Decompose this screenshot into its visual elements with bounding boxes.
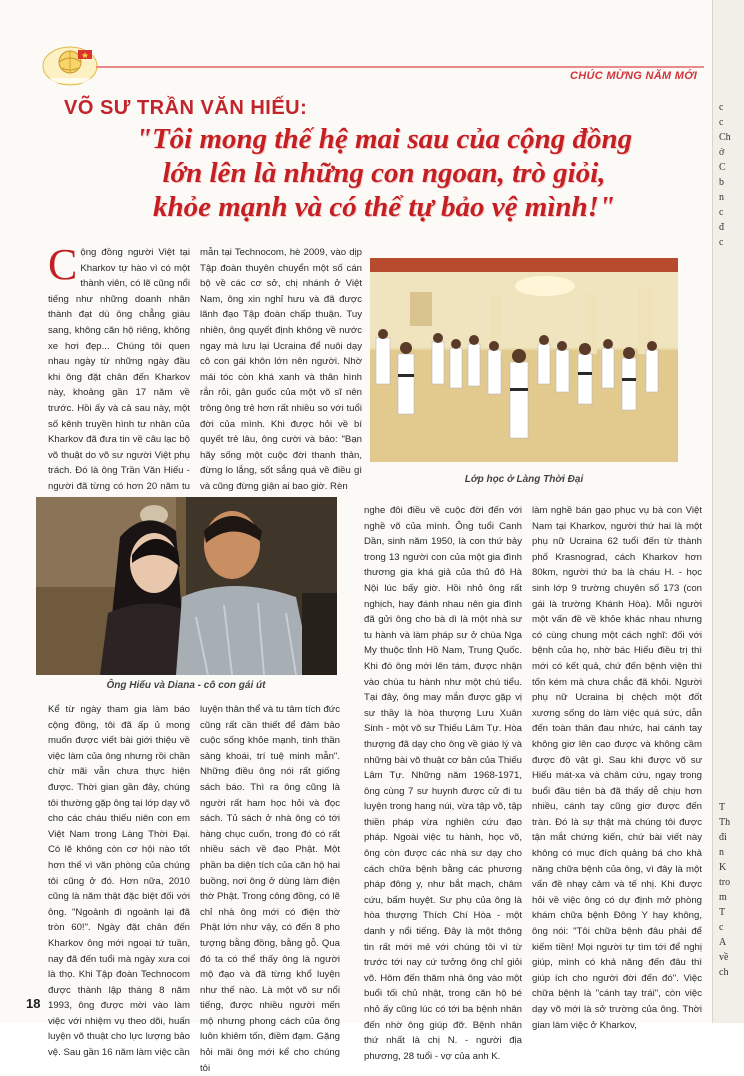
edge-line: đ	[719, 222, 724, 233]
article-column-3: nghe đôi điều về cuộc đời đến với nghề võ của mình. Ông tuổi Canh Dần, sinh năm 1950, là con thứ bảy trong 13 người con của một gia đình thương gia khá giả của thủ đô Hà Nội lúc bấy giờ. Hồi nhỏ ông rất nghịch, hay đánh nhau nên gia đình đã gửi ông cho bà dì là một nhà sư tu hành và làm pháp sư ở chùa Nga My thuộc tỉnh Hồ Nam, Trung Quốc. Khi đó ông mới lên tám, được nhận vào chùa tu hành như một chú tiểu. Tại đây, ông may mắn được gặp vị sư thầy là hòa thượng Lưu Xuân Sinh - một võ sư Thiếu Lâm Tự. Hòa thượng đã dạy cho ông về giáo lý và những bài võ thuật cơ bản của Thiếu Lâm Tự. Những năm 1968-1971, ông cùng 7 sư huynh được cử đi tu luyện trong hang núi, vừa tập võ, tập thiền pháp vừa nghiên cứu đạo pháp. Ngoài việc tu hành, học võ, ông còn được các nhà sư dạy cho cách chữa bệnh bằng các phương pháp đông y, như bắt mạch, châm cứu, bấm huyệt. Sư phụ của ông là hòa thượng Thích Chí Hòa - một danh y nổi tiếng. Đây là một thông tin rất mới mẻ với chúng tôi vì từ trước tới nay cứ tưởng ông chỉ giỏi võ. Hôm đến thăm nhà ông vào một buổi tối chủ nhật, trong căn hộ bé nhỏ ấy cũng lúc có tới ba bệnh nhân đến nhờ ông giúp đỡ. Bệnh nhân thứ nhất là chị N. - người địa phương, 28 tuổi - vợ của anh K.	[364, 505, 522, 1062]
page-number: 18	[26, 996, 41, 1011]
edge-line: m	[719, 892, 727, 903]
magazine-logo	[40, 44, 100, 88]
edge-line: Ch	[719, 132, 731, 143]
class-photo-image	[370, 258, 678, 462]
edge-line: C	[719, 162, 726, 173]
article-column-4: làm nghề bán gạo phục vụ bà con Việt Nam tại Kharkov, người thứ hai là một phụ nữ Ucraina 62 tuổi đến từ thành phố Krasnograd, cách Kharkov hơn 80km, người thứ ba là cháu H. - học sinh lớp 9 trường chuyên số 173 (con gái là trường Khánh Hòa). Mỗi người một vấn đề về khỏe khác nhau nhưng có cùng chung một cách nghĩ: đối với bệnh của họ, nhờ bác Hiếu điều trị thì mới có kết quả, chứ đến bệnh viện thì tốn kém mà chưa chắc đã khỏi. Người phụ nữ Ucraina bị chệch một đốt xương sống do làm việc quá sức, dẫn đến toàn thân đau nhức, hai cánh tay không giơ lên cao được và không cầm được đồ vật gì. Sau khi được võ sư Hiếu mát-xa và châm cứu, ngay trong buổi đầu tiên bà đã thấy dễ chịu hơn nhiều, cánh tay cũng giơ được đến tràn. Đó là sự thật mà chúng tôi được tận mắt chứng kiến, chứ bài viết này không có mục đích quảng bá cho khả năng chữa bệnh của ông, vì đây là một vấn đề nhạy cảm và tế nhị. Khi được hỏi về việc ông có dự định mở phòng khám chữa bệnh Đông Y hay không, ông nói: "Tôi chữa bệnh đâu phải để kiếm tiền! Mọi người tự tìm tới để nghị giúp, mình có khả năng đến đâu thì giúp ích cho người đời đến đó". Việc chữa bệnh là "cánh tay trái", còn việc dạy võ mới là sở trường của ông. Thời gian làm việc ở Kharkov,	[532, 505, 702, 1031]
edge-line: T	[719, 907, 726, 918]
edge-line: tro	[719, 877, 731, 888]
edge-line: K	[719, 862, 727, 873]
edge-line: c	[719, 117, 724, 128]
portrait-photo-image	[36, 497, 337, 675]
edge-line: c	[719, 102, 724, 113]
headline-kicker: VÕ SƯ TRẦN VĂN HIẾU:	[64, 97, 308, 119]
next-page-edge	[712, 0, 744, 1023]
edge-line: T	[719, 802, 726, 813]
edge-line: c	[719, 237, 724, 248]
class-photo-caption: Lớp học ở Làng Thời Đại	[464, 474, 584, 485]
edge-line: n	[719, 192, 724, 203]
next-page-edge-text-top	[719, 100, 731, 250]
headline-quote-line: khỏe mạnh và có thể tự bảo vệ mình!"	[152, 191, 616, 223]
headline-quote-line: "Tôi mong thế hệ mai sau của cộng đồng	[135, 123, 633, 155]
article-intro	[48, 240, 190, 492]
portrait-photo-caption: Ông Hiếu và Diana - cô con gái út	[106, 680, 266, 691]
edge-line: ch	[719, 967, 729, 978]
article-column-1-bottom: Kể từ ngày tham gia làm báo cộng đồng, tôi đã ấp ủ mong muốn được viết bài giới thiệu về việc làm của ông nhưng rồi chần chừ mãi vẫn chưa thực hiện được. Thời gian gần đây, chúng tôi thường gặp ông tại lớp dạy võ cho các cháu thiếu niên con em Việt Nam trong Làng Thời Đại. Có lẽ không còn cơ hội nào tốt hơn thế vì văn phòng của chúng tôi cũng ở đó. Hơn nữa, 2010 cũng là năm thật đặc biệt đối với ông. "Ngoảnh đi ngoảnh lại đã tròn 60!". Ngày đặt chân đến Kharkov ông mới ngoại tứ tuần, nay đã đến tuổi mà ngày xưa coi là thọ. Khi Tập đoàn Technocom được thành lập tháng 8 năm 1993, ông được mời vào làm việc với nhiệm vụ theo dõi, huấn luyện võ thuật cho lực lượng bảo vệ. Sau gần 16 năm làm việc cần	[48, 704, 190, 1059]
next-page-edge-text-bottom	[719, 800, 730, 980]
header-rule	[96, 66, 704, 68]
article-column-2-top: mẫn tại Technocom, hè 2009, vào dịp Tập đoàn thuyên chuyển một số cán bộ về các cơ sở, chị nhánh ở Việt Nam, ông xin nghỉ hưu và đã được lãnh đạo Tập đoàn chấp thuận. Tuy nhiên, ông quyết định không về nước ngay mà lưu lại Ucraina để nuôi dạy cô con gái khôn lớn nên người. Nhờ mái tóc còn khá xanh và thân hình rắn rỏi, gân guốc của một võ sĩ nên trông ông trẻ hơn rất nhiều so với tuổi đời của mình. Khi được hỏi về bí quyết trẻ lâu, ông cười và bảo: "Bạn hãy sống một cuộc đời thanh thản, đừng lo lắng, sốt sắng quá về điều gì và cũng đừng giận ai bao giờ. Rèn	[200, 247, 362, 492]
edge-line: đi	[719, 832, 727, 843]
drop-cap: C	[48, 240, 78, 289]
intro-text: ộng đồng người Việt tại Kharkov tự hào vì có một thành viên, có lẽ cũng nổi tiếng như những doanh nhân thành đạt dù ông chẳng giàu sang, không căn hộ riêng, không xe hơi đẹp... Chúng tôi quen nhau ngày từ những ngày đầu khi ông đặt chân đến Kharkov này, khoảng gần 17 năm về trước. Hồi ấy và cả sau này, một số kênh truyền hình tư nhân của Kharkov đã đưa tin về câu lạc bộ võ thuật do võ sư người Việt phụ trách. Đó là ông Trần Văn Hiếu - người đã từng có hơn 20 năm tu	[48, 247, 190, 492]
edge-line: ở	[719, 147, 725, 158]
edge-line: Th	[719, 817, 731, 828]
edge-line: c	[719, 207, 724, 218]
edge-line: b	[719, 177, 724, 188]
edge-line: về	[719, 952, 729, 963]
portrait-photo	[36, 497, 337, 675]
edge-line: c	[719, 922, 724, 933]
article-column-2-bottom: luyện thân thể và tu tâm tích đức cũng rất cần thiết để đảm bảo cuộc sống khỏe mạnh, tinh thần sảng khoái, trí tuệ minh mẫn". Những điều ông nói rất giống sách báo. Thì ra ông cũng là người rất ham học hỏi và đọc sách. Tủ sách ở nhà ông có tới hàng chục cuốn, trong đó có rất nhiều sách về đạo Phật. Một phần ba diện tích của căn hộ hai buồng, nơi ông ở dùng làm điện thờ Phật. Trong công đồng, có lẽ chỉ nhà ông mới có điện thờ Phật lớn như vậy, có đến 8 pho tượng bằng đồng, bằng gỗ. Qua đó ta có thể thấy ông là người mộ đạo và đã từng khổ luyện như thế nào. Là một võ sư nổi tiếng, được nhiều người mến mộ nhưng phong cách của ông luôn khiêm tốn, điềm đạm. Gặng hỏi mãi ông mới kể cho chúng tôi	[200, 704, 340, 1074]
headline-quote	[84, 122, 684, 224]
edge-line: n	[719, 847, 724, 858]
class-photo	[370, 258, 678, 462]
section-label: CHÚC MỪNG NĂM MỚI	[570, 70, 698, 82]
headline-quote-line: lớn lên là những con ngoan, trò giỏi,	[162, 157, 606, 189]
edge-line: A	[719, 937, 727, 948]
